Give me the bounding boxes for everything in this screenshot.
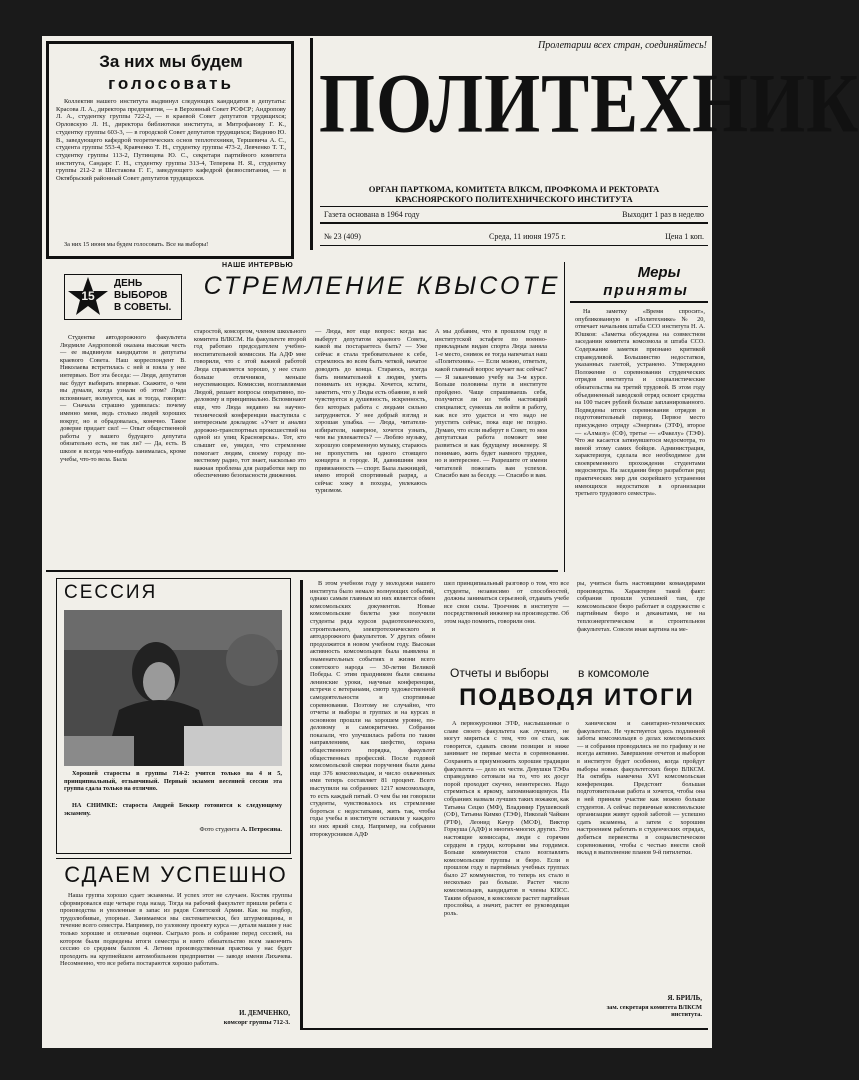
interview-col-4: А мы добавим, что в прошлом году в институтской эстафете по военно-прикладным видам спорта Люда заняла 1-е место, снимок ее тогда напечатал наш «Политехник». — Если можно, ответьте, какой главный вопрос мучает вас сейчас? — Я заканчиваю учебу на 3-м курсе. Больше половины пути в институте пройдено. Чаще спрашиваешь себя, получится ли из тебя настоящий специалист, сумеешь ли войти в работу, как все это удастся и что надо не упустить сейчас, пока еще не поздно. Думаю, что если выберут в Совет, то моя депутатская работа поможет мне развиться и как будущему инженеру. Я понимаю, жить будет намного труднее, но и интереснее. — Разрешите от имени читателей пожелать вам успехов. Спасибо вам за беседу. — Спасибо и вам. [435,328,547,480]
komsomol-title: ПОДВОДЯ ИТОГИ [459,684,695,711]
session-caption: Хорошей старосты в группы 714-2: учится только на 4 и 5, принципиальный, отзывчивый. Первый экзамен весенней сессии эта группа сдала только на отлично. [64,770,282,793]
interview-col-3: — Люда, вот еще вопрос: когда вас выберут депутатом краевого Совета, какой вы постараетесь быть? — Уже сейчас я стала требовательнее к себе, стремлюсь во всем быть четкой, начатое доводить до конца. Стараюсь, всегда быть внимательной к людям, уметь понимать их нужды. Хочется, кстати, заметить, что у Люды есть обаяние, в ней чувствуется и душевность, искренность, без которых работа с людьми сильно затрудняется. У нее добрый взгляд и хорошая улыбка. — Люда, читатели-избиратели, наверное, хочется узнать, чем вы увлекаетесь? — Люблю музыку, хорошую современную музыку, стараюсь не пропустить ни одного стоящего концерта в городе. И, давнишняя моя привязанность — спорт. Была лыжницей, имею второй спортивный разряд, а сейчас хожу в походы, увлекаюсь туризмом. [315,328,427,495]
photo-credit-name: А. Петросяна. [240,826,282,833]
komsomol-kicker-left: Отчеты и выборы [450,666,549,680]
session-photo [64,610,282,766]
badge-line-2: ВЫБОРОВ [114,290,168,301]
badge-line-3: В СОВЕТЫ. [114,302,172,313]
vote-footer: За них 15 июня мы будем голосовать. Все на выборы! [64,241,209,248]
komsomol-vertical-rule [300,580,303,1028]
interview-bottom-rule [46,570,558,572]
komsomol-signature: Я. БРИЛЬ, [667,994,702,1002]
masthead-title: ПОЛИТЕХНИК [319,56,859,151]
exam-title: СДАЕМ УСПЕШНО [64,862,288,887]
komsomol-col-a: А первокурсники ЭТФ, наслышанные о славе своего факультета как лучшего, не могут мириться с тем, что он стал, как говорится, сдавать своим позиции и ниже занимает не первые места в соревновании. Сохранять и приумножить хорошие традиции факультета — дело их чести. Девушки ТЭФа справедливо сетовали на то, что их досуг порой проходит скучно, неинтересно. Надо стремиться к яркому, запоминающемуся. На собраниях назвали лучших таких вожаков, как Татьяна Сецко (МФ), Владимир Грушевский (СФ), Татьяна Кимко (ТЭФ), Николай Чайкин (РТФ), Леонид Качур (МСФ), Виктор Горкуша (АДФ) и многих-многих других. Это настоящие комиссары, люди с горячим сердцем в груди, которыми мы гордимся. Больше коммунистов стало возглавлять комсомольские группы и бюро. Если в прошлом году в партийных учебных группах было 27 коммунистов, то теперь их стало в несколько раз больше. Растет число комсомольцев, кандидатов в члены КПСС. Таким образом, в комсомоле растет партийная прослойка, а значит, растет ее руководящая роль. [444,720,569,917]
exam-top-rule [56,858,292,859]
badge-number: 15 [81,289,95,303]
vote-title-1: За них мы будем [99,52,243,71]
komsomol-col-b: ханическом и санитарно-технических факультетах. Не чувствуется здесь подлинной заботы комсомольцев о делах комсомольских — и собрания проводились не по графику и не всегда активно. Завершение отчетов и выборов в институте будет особенно, когда пройдут выборы новых факультетских бюро ВЛКСМ. На октябрь намечена XVI комсомольская конференция. Предстоит большая подготовительная работа и хочется, чтобы она в ней приняли участие как можно больше студентов. А сейчас первичные комсомольские организации живут одной заботой — успешно сдать экзамены, а затем с хорошим настроением работать в студенческих отрядах, добиться первенства в социалистическом соревновании, чтобы с честью внести свой вклад в выполнение планов 9-й пятилетки. [577,720,705,857]
masthead-line-2 [320,222,708,224]
exam-author-role: комсорг группы 712-3. [223,1019,290,1026]
issue-date: Среда, 11 июня 1975 г. [489,232,566,241]
slogan: Пролетарии всех стран, соединяйтесь! [537,40,707,51]
measures-vertical-rule [564,262,565,572]
measures-title-1: Меры [637,264,681,281]
photo-credit-prefix: Фото студента [199,826,240,833]
exam-author: И. ДЕМЧЕНКО, [239,1010,290,1017]
masthead-line-1 [320,206,708,207]
measures-body: На заметку «Время спросит», опубликованную в «Политехнике» № 20, отвечает начальник штаба ССО института Н. А. Юшков: «Заметка обсуждена на совместном заседании комитета комсомола и штаба ССО. Содержание заметки признано критикой справедливой. Большинство недостатков, указанных газетой, устранено. Утверждено Положение о соревновании студенческих отрядов института и социалистические обязательства на третий трудовой. В этом году объединенный заводской отряд освоит средства на 100 тысяч рублей больше запланированного. Подведены итоги соревнования отрядов в подготовительный период. Первое место присуждено отряду «Энергия» (ЭТФ), второе — «Алмазу» (СФ), третье — «Факелу» (ТЭФ). Что же касается затянувшегося медосмотра, то виной этому самих бойцов. Администрация, характеризуя, сделала все необходимое для своевременного прохождения студентами медосмотра. На заседании бюро разработан ряд практических мер для скорейшего устранения имеющихся недостатков в организации третьего трудового семестра». [575,308,705,498]
masthead-subtitle-2: КРАСНОЯРСКОГО ПОЛИТЕХНИЧЕСКОГО ИНСТИТУТА [395,194,633,204]
issue-price: Цена 1 коп. [665,232,704,241]
komsomol-top-col-3: ры, учиться быть настоящими командирами производства. Характерен такой факт: собрания прошли успешней там, где комсомольское бюро работает в содружестве с партийным бюро и деканатами, не на теплоэнергетическом и строительном факультетах. Совсем иная картина на ме- [577,580,705,633]
issue-number: № 23 (409) [324,232,361,241]
vote-body: Коллектив нашего института выдвинул следующих кандидатов в депутаты: Красова Л. А., директора предприятия, — в Верховный Совет РСФСР; Андропову Л. А., студентку группы 722-2, — в краевой Совет депутатов трудящихся; Орловскую Л. Н., директора библиотеки института, и Митрофанову Г. К., студентку группы 603-3, — в городской Совет депутатов трудящихся; Виднию Ю. В., заведующего кафедрой теоретических основ теплотехники, Тершевича А. С., студента группы 553-4, Кравченко Т. Н., студентку группы 473-2, Левченко Т. Т., студентку группы 113-2, Путинцева Ю. С., секретаря партийного комитета института, Сандарс Г. Н., студентку группы 313-4, Теперева Н. Я., студентку группы 212-2 и Шестакова Г. Г., заведующего кафедрой физвоспитания, — в Октябрьский районный Совет депутатов трудящихся. [56,98,286,183]
frequency-text: Выходит 1 раз в неделю [622,210,704,219]
komsomol-top-col-2: шел принципиальный разговор о том, что все студенты, независимо от способностей, должны заниматься серьезной, отдавать учебе все свои силы. Троечник в институте — посредственный инженер на производстве. Об этом надо помнить, говорили они. [444,580,569,625]
photo-credit [162,826,282,833]
masthead-rule [310,38,313,250]
vote-title-2: голосовать [108,74,234,93]
session-title: СЕССИЯ [64,582,158,603]
bottom-rule [300,1028,708,1030]
komsomol-signature-role: зам. секретаря комитета ВЛКСМ института. [606,1004,702,1019]
founded-text: Газета основана в 1964 году [324,210,420,219]
masthead-subtitle-1: ОРГАН ПАРТКОМА, КОМИТЕТА ВЛКСМ, ПРОФКОМА И РЕКТОРАТА [368,184,660,194]
masthead-line-3 [320,245,708,246]
measures-title-2: приняты [603,282,689,299]
exam-body: Наша группа хорошо сдает экзамены. И успех этот не случаен. Костяк группы сформировался еще четыре года назад. Тогда на рабочий факультет пришли ребята с производства и уволенные в запас из рядов Советской Армии. Как на подбор, трудолюбивые, упорные. Занимаемся мы систематически, без штурмовщины, в течение всего семестра. Например, по узловому проекту курса — детали машин у нас только хорошие и отличные оценки. Сыграло роль и собрание перед сессией, на котором были подведены итоги семестра и взято обязательство всем закончить сессию со средним баллом 4. Летняя производственная практика у нас будет проходить на крупнейшем автомобильном предприятии — заводе имени Лихачева. Несомненно, что все ребята постараются хорошо работать. [60,892,292,968]
measures-rule [570,301,708,303]
komsomol-kicker-right: в комсомоле [578,666,650,680]
interview-kicker: НАШЕ ИНТЕРВЬЮ [222,262,294,269]
newspaper-page [42,36,859,1048]
interview-col-2: старостой, комсоргом, членом школьного комитета ВЛКСМ. На факультете второй год работаю председателем учебно-воспитательной комиссии. На АДФ мне говорили, что с этой важной работой Люда справляется хорошо, у нее стало больше отличников, меньше неуспевающих. Комиссия, возглавляемая Людой, решает вопросы оперативно, по-деловому и принципиально. Вспоминают еще, что Люда недавно на научно-технической конференции выступила с интересным докладом: «Учет и анализ дорожно-транспортных происшествий на одной из улиц Красноярска». Тот, кто слышит ее, увидел, что стремление помогает людям, своему городу по-местному радио, тот знает, насколько это важная проблема для разработки мер по обеспечению безопасности движения. [194,328,306,480]
session-caption-2: НА СНИМКЕ: староста Андрей Беккер готовится к следующему экзамену. [64,802,282,817]
badge-line-1: ДЕНЬ [114,278,143,289]
komsomol-top-col-1: В этом учебном году у молодежи нашего института было немало волнующих событий, однако самым главным из них является обмен комсомольских документов. Новые комсомольские билеты уже получили студенты ряда курсов радиотехнического, строительного, электротехнического и автодорожного факультетов. У других обмен продолжится в новом учебном году. Высокая активность комсомольцев была выявлена в знаменательных событиях в жизни всего советского народа — 30-летия Великой Победы. С этим праздником были связаны ленинские уроки, научные конференции, встречи с ветеранами, смотр художественной самодеятельности и спортивные соревнования. Поэтому не случайно, что отчеты и выборы в группах и на курсах в основном прошли на хорошем уровне, по-деловому и самокритично. Собрания показали, что улучшилась работа по таким направлениям, как шефство, охрана общественного порядка, факультет общественных профессий. После годовой комсомольской сверки поручения были даны еще 376 комсомольцам, и число охваченных ими теперь составляет 81 процент. Всего выступили на собраниях 1217 комсомольцев, то есть каждый пятый. О чем бы ни говорили студенты, чувствовалось их стремление бороться с недостатками, жить так, чтобы годы учебы в институте оставили у каждого из них яркий след. Например, на собрании второкурсников АДФ [310,580,435,838]
interview-col-1: Студентке автодорожного факультета Людмиле Андроповой оказана высокая честь — ее выдвинули кандидатом в депутаты краевого Совета. Наш корреспондент В. Николаева встретилась с ней и взяла у нее интервью. Вот эта беседа: — Людя, депутатов вас будут выбирать впервые. Скажите, о чем вы думали, когда узнали об этом? Люда вспоминает, волнуется, как и тогда, говорит: — Сначала страшно удивилась: почему именно меня, ведь столько людей хороших вокруг, но я обрадовалась, конечно. Такое доверие придает сил! — Опыт общественной работы у вашего будущего депутата обязательно есть, не так ли? — Да, есть. В школе я всегда чем-нибудь занималась, кроме учебы, что-то вела. Была [60,334,186,463]
interview-title: СТРЕМЛЕНИЕ КВЫСОТЕ [203,272,561,300]
